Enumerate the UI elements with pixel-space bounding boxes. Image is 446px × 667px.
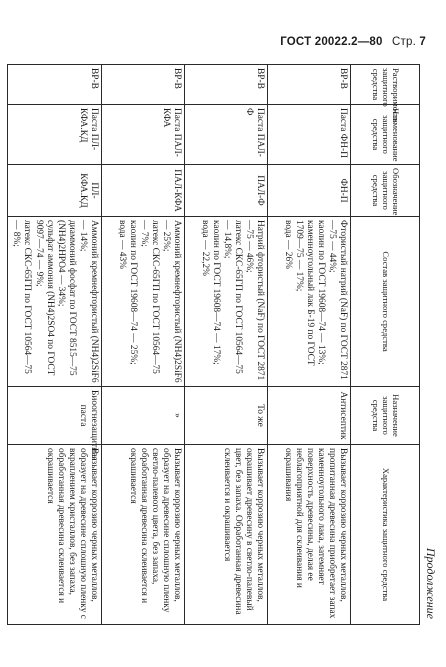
page-number: 7	[419, 36, 426, 48]
purpose-cell: »	[102, 387, 185, 445]
characteristic-cell: Вызывает коррозию черных металлов, образует на древесине сплошную пленку светло-палевого цвета, без запаха, обработанная древесина склеивается и окрашивается	[102, 445, 185, 625]
column-header: Наименование защитного средства	[351, 105, 420, 165]
designation-cell: ФН-П	[268, 165, 351, 217]
composition-line: Аммоний кремнефтористый (NH4)2SiF6 — 14%;	[77, 220, 99, 383]
table-row	[268, 65, 351, 625]
composition-line: вода — 26%	[282, 220, 293, 269]
composition-line: Аммоний кремнефтористый (NH4)2SiF6 — 25%;	[160, 220, 182, 383]
agent-name-cell: Паста ПАЛ-КФА	[102, 105, 185, 165]
protective-agents-table	[7, 64, 420, 625]
composition-line: латекс СКС-65ГП по ГОСТ 10564—75 — 8%;	[11, 220, 33, 374]
purpose-cell: Биоогнезащитная паста	[8, 387, 102, 445]
solubility-cell: ВР-В	[268, 65, 351, 105]
purpose-cell: Антисептик	[268, 387, 351, 445]
composition-line: латекс СКС-65ГП по ГОСТ 10564—75 — 7%;	[138, 220, 160, 374]
characteristic-cell: Вызывает коррозию черных металлов, окрашивает древесину в светло-палевый цвет, без запаха. Обработанная древесина склеивается и окрашивается	[185, 445, 268, 625]
composition-line: Фтористый натрий (NaF) по ГОСТ 2871—75 — 44%;	[326, 220, 348, 380]
table-row	[8, 65, 102, 625]
column-header: Обозначение защитного средства	[351, 165, 420, 217]
agent-name-cell: Паста ПЛ-КФА.КД	[8, 105, 102, 165]
column-header: Растворимость защитного средства	[351, 65, 420, 105]
solubility-cell: ВР-В	[185, 65, 268, 105]
composition-cell	[268, 217, 351, 387]
composition-line: Натрий фтористый (NaF) по ГОСТ 2871—75 — 46%;	[243, 220, 265, 381]
composition-cell	[102, 217, 185, 387]
composition-cell	[185, 217, 268, 387]
agent-name-cell: Паста ПАЛ-Ф	[185, 105, 268, 165]
standard-number: ГОСТ 20022.2—80	[280, 36, 383, 48]
table-header-row	[351, 65, 420, 625]
table-row	[185, 65, 268, 625]
designation-cell: ПЛ-КФА.КД	[8, 165, 102, 217]
designation-cell: ПАЛ-Ф	[185, 165, 268, 217]
characteristic-cell: Вызывает коррозию черных металлов, образует на древесине сплошную пленку с вкраплением кристаллов, без запаха, обработанная древесина склеивается и окрашивается	[8, 445, 102, 625]
composition-cell	[8, 217, 102, 387]
solubility-cell: ВР-В	[102, 65, 185, 105]
table-row	[102, 65, 185, 625]
column-header: Назначение защитного средства	[351, 387, 420, 445]
composition-line: вода — 43%	[116, 220, 127, 269]
rotated-table-area	[11, 64, 438, 624]
agent-name-cell: Паста ФН-П	[268, 105, 351, 165]
page-label: Стр.	[392, 36, 416, 48]
solubility-cell: ВР-В	[8, 65, 102, 105]
designation-cell: ПАЛ-КФА	[102, 165, 185, 217]
composition-line: каолин по ГОСТ 19608—74 — 17%;	[210, 220, 221, 365]
composition-line: каолин по ГОСТ 19608—74 — 13%;	[315, 220, 326, 365]
continued-label: Продолжение	[424, 547, 438, 619]
composition-line: каменноугольный лак Б-19 по ГОСТ 1709—75 — 17%;	[293, 220, 315, 366]
composition-line: латекс СКС-65ГП по ГОСТ 10564—75 — 14,8%;	[221, 220, 243, 374]
page-header	[280, 36, 426, 48]
composition-line: диаммоний фосфат по ГОСТ 8515—75 (NH4)2HPO4 — 34%;	[55, 220, 77, 376]
column-header: Состав защитного средства	[351, 217, 420, 387]
composition-line: вода — 22,2%	[199, 220, 210, 276]
column-header: Характеристика защитного средства	[351, 445, 420, 625]
composition-line: сульфат аммония (NH4)2SO4 по ГОСТ 9097—74 — 9%;	[33, 220, 55, 376]
purpose-cell: То же	[185, 387, 268, 445]
characteristic-cell: Вызывает коррозию черных металлов, пропитанная древесина приобретает запах каменноугольного лака, затемняет поверхность древесины, делая ее неблагоприятной для склеивания и окрашивания	[268, 445, 351, 625]
composition-line: каолин по ГОСТ 19608—74 — 25%;	[127, 220, 138, 365]
